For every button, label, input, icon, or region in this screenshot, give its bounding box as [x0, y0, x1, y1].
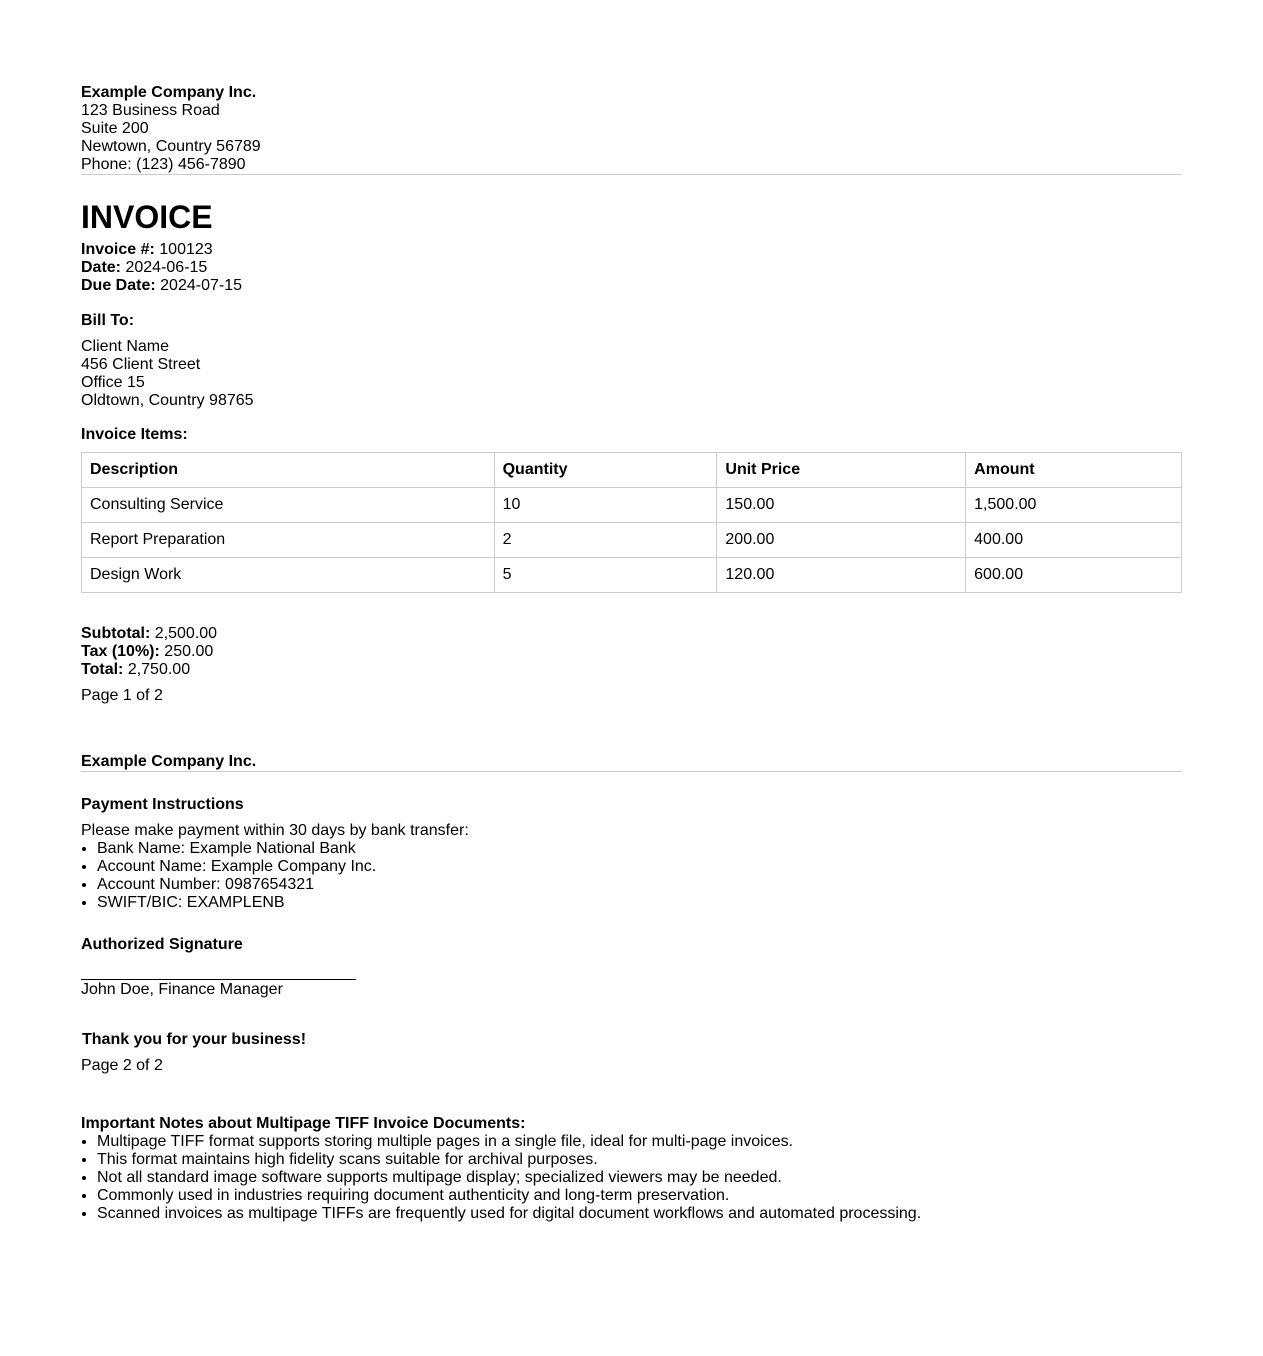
invoice-items-heading: Invoice Items:	[81, 426, 188, 443]
table-header-row	[82, 453, 1182, 488]
cell-unit-price: 120.00	[717, 558, 966, 593]
company-name: Example Company Inc.	[81, 84, 257, 101]
cell-amount: 600.00	[966, 558, 1182, 593]
column-header-amount: Amount	[966, 453, 1182, 488]
list-item: • Bank Name: Example National Bank	[97, 840, 1182, 858]
list-item: • SWIFT/BIC: EXAMPLENB	[97, 894, 1182, 912]
bill-to-line: 456 Client Street	[81, 356, 201, 373]
company-address-line: Newtown, Country 56789	[81, 138, 261, 155]
totals-block	[81, 625, 1182, 679]
signatory-name: John Doe, Finance Manager	[81, 981, 283, 998]
list-item: • Scanned invoices as multipage TIFFs are frequently used for digital document workflows and automated processing.	[97, 1205, 1182, 1223]
list-item: • Commonly used in industries requiring document authenticity and long-term preservation.	[97, 1187, 1182, 1205]
column-header-unit-price: Unit Price	[717, 453, 966, 488]
invoice-number-row	[81, 241, 1182, 259]
list-item: • Account Name: Example Company Inc.	[97, 858, 1182, 876]
subtotal-value: 2,500.00	[154, 625, 218, 642]
cell-amount: 1,500.00	[966, 488, 1182, 523]
cell-quantity: 5	[494, 558, 717, 593]
total-label: Total:	[81, 661, 124, 678]
invoice-number-label: Invoice #:	[81, 241, 155, 258]
page2-divider	[81, 771, 1182, 772]
cell-description: Consulting Service	[82, 488, 495, 523]
payment-details-list	[81, 840, 1182, 912]
cell-quantity: 10	[494, 488, 717, 523]
invoice-due-value: 2024-07-15	[160, 277, 242, 294]
bill-to-heading: Bill To:	[81, 312, 135, 329]
bill-to-line: Oldtown, Country 98765	[81, 392, 254, 409]
invoice-due-row	[81, 277, 1182, 295]
subtotal-row	[81, 625, 1182, 643]
subtotal-label: Subtotal:	[81, 625, 151, 642]
invoice-number-value: 100123	[159, 241, 213, 258]
cell-unit-price: 200.00	[717, 523, 966, 558]
bill-to-line: Client Name	[81, 338, 170, 355]
payment-instructions-heading: Payment Instructions	[81, 796, 244, 813]
signature-line	[81, 979, 356, 980]
cell-description: Design Work	[82, 558, 495, 593]
tax-row	[81, 643, 1182, 661]
bill-to-address	[81, 338, 1182, 410]
table-row	[82, 523, 1182, 558]
company-address-line: Suite 200	[81, 120, 149, 137]
page2-company-name: Example Company Inc.	[81, 753, 257, 770]
payment-intro: Please make payment within 30 days by bank transfer:	[81, 822, 469, 839]
company-address-block	[81, 84, 1182, 174]
invoice-title: INVOICE	[81, 199, 213, 235]
bill-to-line: Office 15	[81, 374, 145, 391]
column-header-quantity: Quantity	[494, 453, 717, 488]
invoice-date-value: 2024-06-15	[125, 259, 208, 276]
list-item: • Not all standard image software supports multipage display; specialized viewers may be needed.	[97, 1169, 1182, 1187]
list-item: • Multipage TIFF format supports storing multiple pages in a single file, ideal for multi-page invoices.	[97, 1133, 1182, 1151]
cell-quantity: 2	[494, 523, 717, 558]
company-phone: Phone: (123) 456-7890	[81, 156, 246, 173]
list-item: • Account Number: 0987654321	[97, 876, 1182, 894]
invoice-items-table	[81, 452, 1182, 593]
thank-you-message: Thank you for your business!	[82, 1031, 307, 1048]
notes-heading: Important Notes about Multipage TIFF Invoice Documents:	[81, 1115, 526, 1132]
table-row	[82, 488, 1182, 523]
cell-amount: 400.00	[966, 523, 1182, 558]
column-header-description: Description	[82, 453, 495, 488]
invoice-due-label: Due Date:	[81, 277, 156, 294]
company-address-line: 123 Business Road	[81, 102, 220, 119]
notes-list	[81, 1133, 1182, 1223]
total-value: 2,750.00	[127, 661, 191, 678]
header-divider	[81, 174, 1182, 175]
total-row	[81, 661, 1182, 679]
cell-unit-price: 150.00	[717, 488, 966, 523]
page-number-1: Page 1 of 2	[81, 687, 163, 704]
signature-heading: Authorized Signature	[81, 936, 243, 953]
tax-value: 250.00	[164, 643, 214, 660]
page-number-2: Page 2 of 2	[81, 1057, 163, 1074]
cell-description: Report Preparation	[82, 523, 495, 558]
table-row	[82, 558, 1182, 593]
invoice-date-label: Date:	[81, 259, 122, 276]
invoice-meta	[81, 241, 1182, 295]
invoice-date-row	[81, 259, 1182, 277]
tax-label: Tax (10%):	[81, 643, 160, 660]
list-item: • This format maintains high fidelity scans suitable for archival purposes.	[97, 1151, 1182, 1169]
